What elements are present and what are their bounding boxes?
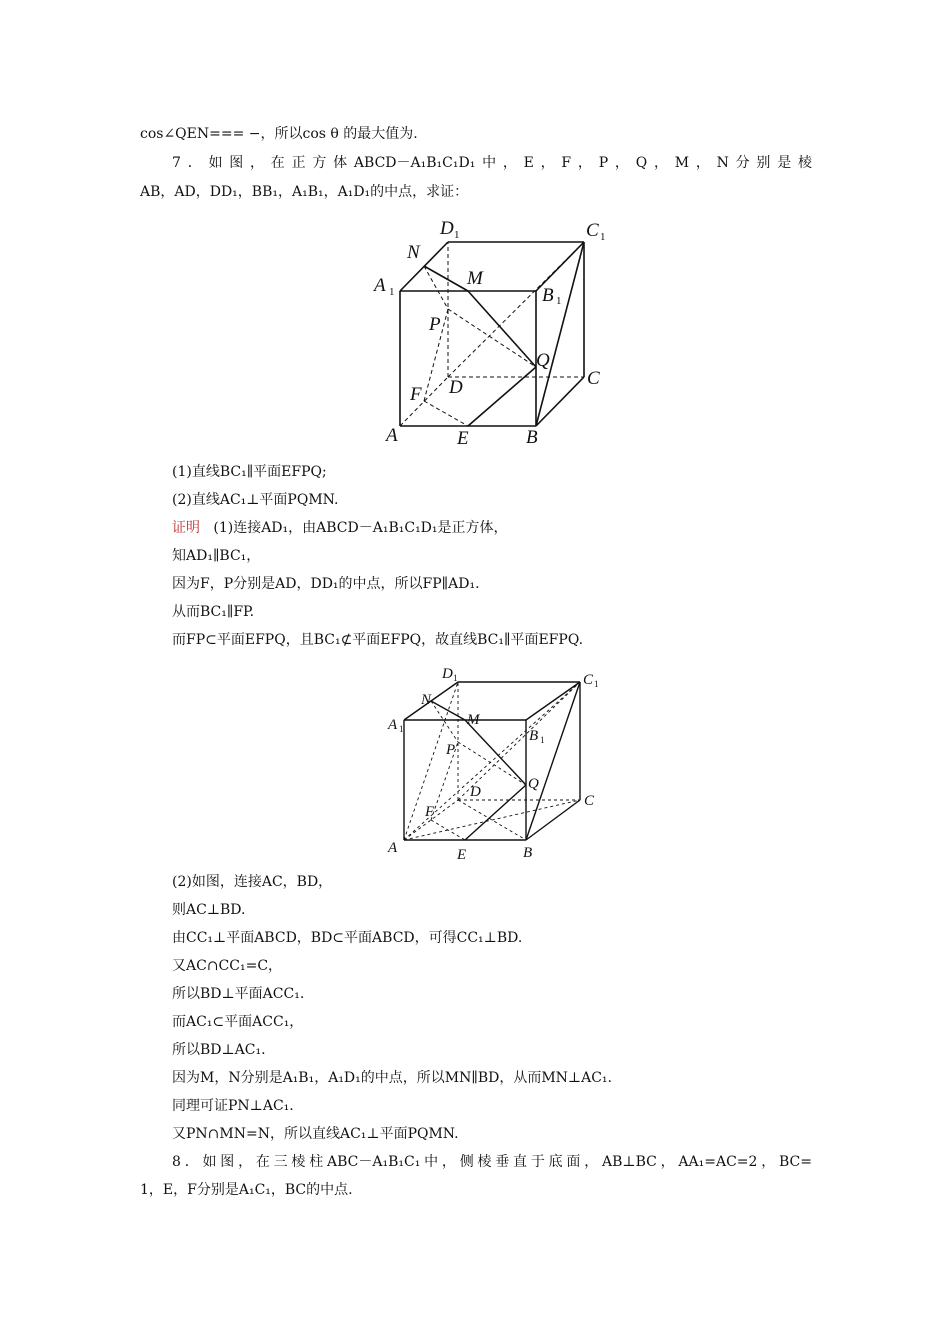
proof-start (172, 518, 508, 538)
label-P: P (429, 314, 441, 335)
proof2-line-10: 又PN∩MN=N，所以直线AC₁⊥平面PQMN. (172, 1126, 459, 1142)
problem-8-statement-cont: 1，E，F分别是A₁C₁，BC的中点. (140, 1182, 353, 1198)
subscript-D1: 1 (454, 229, 460, 241)
label-A1: A (388, 717, 398, 733)
proof2-line-3: 由CC₁⊥平面ABCD，BD⊂平面ABCD，可得CC₁⊥BD. (172, 930, 523, 946)
label-A: A (388, 840, 398, 856)
subscript-D1: 1 (453, 673, 458, 683)
label-B: B (523, 845, 533, 861)
label-Q: Q (536, 350, 550, 371)
label-F: F (425, 804, 435, 820)
proof-line-2: 知AD₁∥BC₁， (172, 548, 261, 564)
subscript-C1: 1 (600, 231, 606, 243)
label-M: M (467, 712, 480, 728)
label-Q: Q (528, 776, 539, 792)
proof-line-5: 而FP⊂平面EFPQ，且BC₁⊄平面EFPQ，故直线BC₁∥平面EFPQ. (172, 632, 584, 648)
problem-7-statement: 7．如图，在正方体ABCD－A₁B₁C₁D₁中，E，F，P，Q，M，N分别是棱 (172, 155, 812, 171)
subscript-B1: 1 (540, 735, 545, 745)
subscript-C1: 1 (594, 679, 599, 689)
label-N: N (421, 692, 432, 708)
proof2-line-1: (2)如图，连接AC，BD， (172, 874, 333, 890)
label-M: M (467, 268, 483, 289)
proof-line-4: 从而BC₁∥FP. (172, 604, 255, 620)
label-D1: D (440, 218, 454, 239)
problem-8-statement: 8．如图，在三棱柱ABC－A₁B₁C₁中，侧棱垂直于底面，AB⊥BC，AA₁=AC=2，BC= (172, 1154, 812, 1170)
problem-7-statement-cont: AB，AD，DD₁，BB₁，A₁B₁，A₁D₁的中点，求证： (140, 184, 469, 200)
proof2-line-6: 而AC₁⊂平面ACC₁， (172, 1014, 304, 1030)
label-C: C (587, 368, 600, 389)
proof2-line-8: 因为M，N分别是A₁B₁，A₁D₁的中点，所以MN∥BD，从而MN⊥AC₁. (172, 1070, 612, 1086)
label-B: B (526, 427, 538, 448)
label-C1: C (586, 220, 599, 241)
cube-figure-1 (366, 208, 618, 458)
subscript-A1: 1 (399, 724, 404, 734)
label-B1: B (529, 728, 539, 744)
cube-figure-2 (376, 660, 608, 866)
subscript-A1: 1 (389, 286, 395, 298)
label-C: C (584, 793, 595, 809)
proof-line-1: (1)连接AD₁，由ABCD－A₁B₁C₁D₁是正方体， (213, 520, 508, 536)
proof-line-3: 因为F，P分别是AD，DD₁的中点，所以FP∥AD₁. (172, 576, 480, 592)
label-N: N (407, 242, 420, 263)
proof2-line-9: 同理可证PN⊥AC₁. (172, 1098, 294, 1114)
label-A: A (386, 425, 398, 446)
proof2-line-2: 则AC⊥BD. (172, 902, 246, 918)
label-C1: C (583, 672, 594, 688)
text-line-1: cos∠QEN=== −，所以cos θ 的最大值为. (140, 126, 418, 142)
label-D: D (470, 784, 481, 800)
claim-2: (2)直线AC₁⊥平面PQMN. (172, 492, 339, 508)
label-B1: B (542, 285, 554, 306)
label-E: E (457, 847, 467, 863)
label-E: E (457, 428, 469, 449)
label-P: P (446, 742, 456, 758)
proof-label: 证明 (172, 520, 200, 536)
proof2-line-5: 所以BD⊥平面ACC₁. (172, 986, 305, 1002)
proof2-line-4: 又AC∩CC₁=C， (172, 958, 283, 974)
subscript-B1: 1 (556, 295, 562, 307)
label-A1: A (374, 275, 386, 296)
label-D: D (449, 377, 463, 398)
proof2-line-7: 所以BD⊥AC₁. (172, 1042, 266, 1058)
label-D1: D (442, 666, 453, 682)
claim-1: (1)直线BC₁∥平面EFPQ; (172, 464, 327, 480)
label-F: F (410, 384, 422, 405)
